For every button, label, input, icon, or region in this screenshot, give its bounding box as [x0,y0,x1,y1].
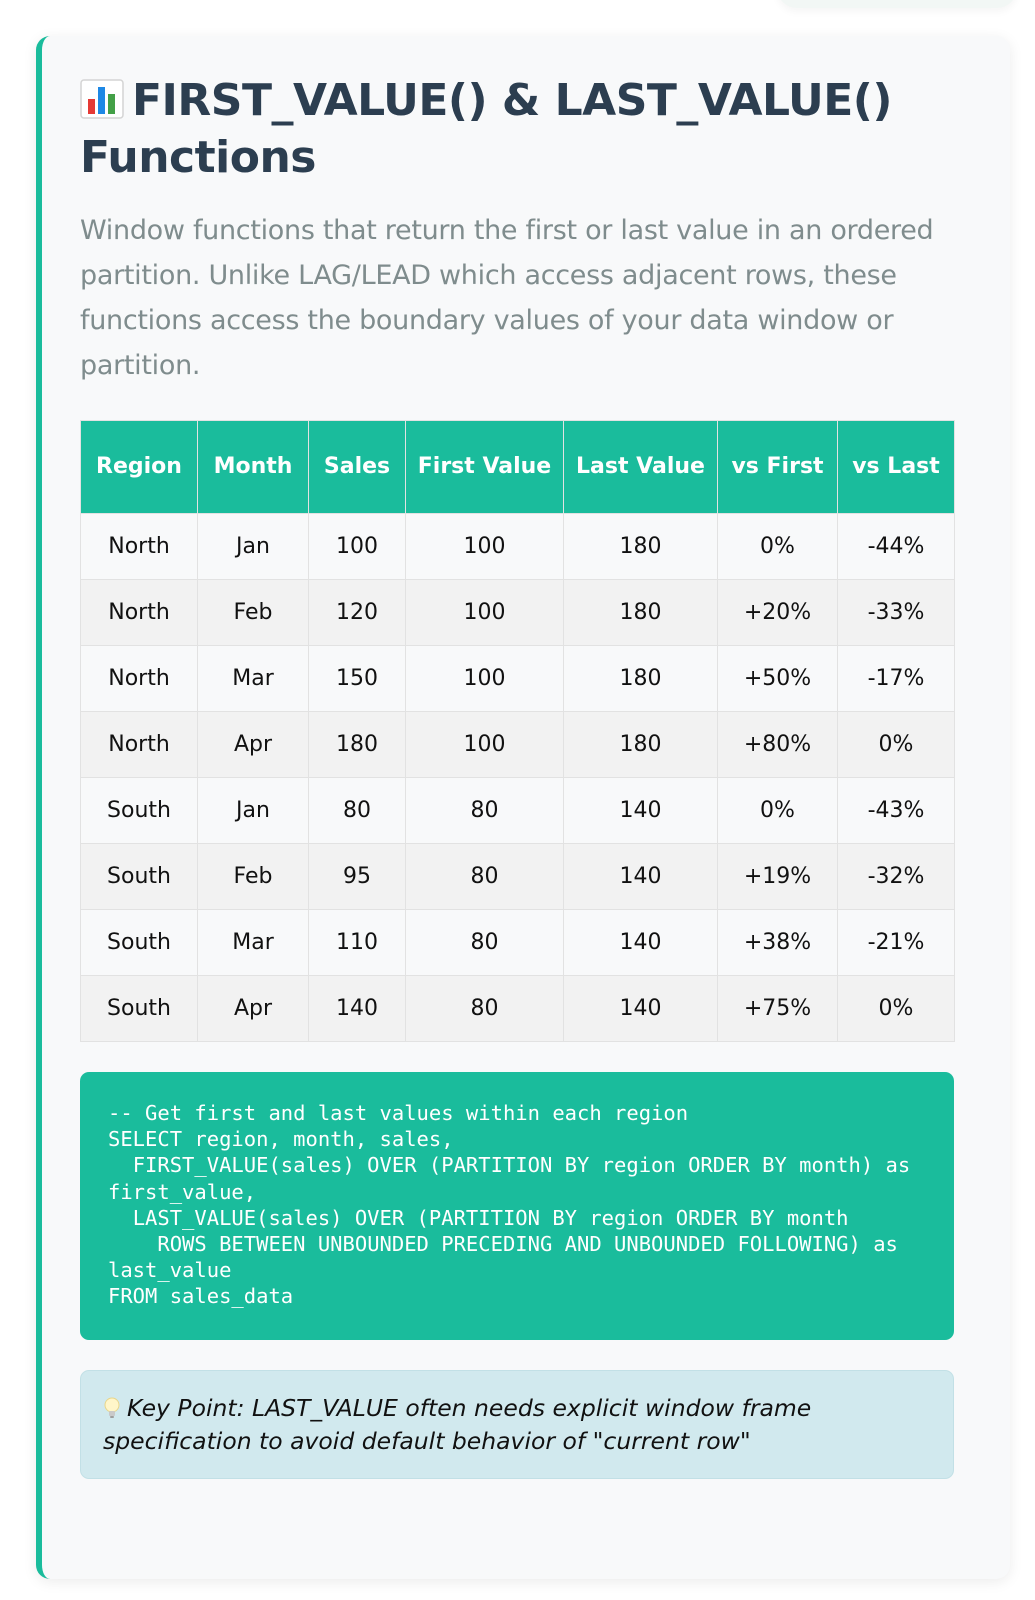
table-cell: North [81,580,198,646]
table-row [81,910,955,976]
table-cell: -32% [838,844,955,910]
page-title-text: FIRST_VALUE() & LAST_VALUE() Functions [80,75,892,183]
code-line: ROWS BETWEEN UNBOUNDED PRECEDING AND UNBOUNDED FOLLOWING) as last_value [108,1232,911,1283]
key-point-callout [80,1370,954,1479]
table-cell: +50% [718,646,838,712]
table-cell: North [81,514,198,580]
table-body [81,514,955,1042]
table-cell: Feb [198,580,309,646]
table-cell: Mar [198,646,309,712]
table-cell: +20% [718,580,838,646]
table-cell: 100 [406,712,564,778]
column-header: Sales [309,421,406,514]
table-cell: South [81,976,198,1042]
column-header: Region [81,421,198,514]
table-cell: Jan [198,778,309,844]
table-cell: 180 [309,712,406,778]
table-row [81,976,955,1042]
table-row [81,514,955,580]
table-cell: -21% [838,910,955,976]
table-cell: 100 [406,646,564,712]
table-row [81,646,955,712]
column-header: vs First [718,421,838,514]
table-cell: 140 [564,844,718,910]
table-cell: 100 [406,514,564,580]
page-description: Window functions that return the first or last value in an ordered partition. Unlike LAG/LEAD which access adjacent rows, these functions access the boundary values of your data window or partition. [80,215,934,381]
table-cell: South [81,844,198,910]
bar-chart-icon [80,79,124,119]
table-cell: +19% [718,844,838,910]
table-cell: +75% [718,976,838,1042]
table-cell: 180 [564,712,718,778]
table-cell: 140 [564,778,718,844]
code-line: FIRST_VALUE(sales) OVER (PARTITION BY region ORDER BY month) as first_value, [108,1153,923,1204]
table-cell: 180 [564,514,718,580]
table-cell: -17% [838,646,955,712]
table-cell: 180 [564,646,718,712]
table-cell: 0% [718,514,838,580]
table-header-row [81,421,955,514]
table-cell: 140 [564,910,718,976]
code-line: FROM sales_data [108,1284,294,1309]
key-point-text: Key Point: LAST_VALUE often needs explicit window frame specification to avoid default behavior of "current row" [103,1393,812,1455]
table-cell: 120 [309,580,406,646]
table-cell: -33% [838,580,955,646]
table-cell: 140 [564,976,718,1042]
table-row [81,580,955,646]
table-cell: Apr [198,976,309,1042]
table-cell: +80% [718,712,838,778]
table-cell: 80 [406,844,564,910]
table-cell: 140 [309,976,406,1042]
table-cell: South [81,910,198,976]
table-cell: -44% [838,514,955,580]
column-header: vs Last [838,421,955,514]
code-line: SELECT region, month, sales, [108,1127,454,1152]
sql-code-block [80,1072,954,1340]
table-cell: Feb [198,844,309,910]
table-cell: North [81,712,198,778]
table-cell: 95 [309,844,406,910]
column-header: Last Value [564,421,718,514]
table-row [81,844,955,910]
table-cell: 80 [406,976,564,1042]
table-cell: Jan [198,514,309,580]
table-cell: 110 [309,910,406,976]
table-cell: 100 [406,580,564,646]
content-card [36,36,1010,1579]
table-cell: 0% [838,976,955,1042]
table-cell: Apr [198,712,309,778]
code-line: LAST_VALUE(sales) OVER (PARTITION BY region ORDER BY month [108,1205,849,1230]
sales-table [80,420,955,1042]
table-cell: South [81,778,198,844]
column-header: First Value [406,421,564,514]
code-line: -- Get first and last values within each region [108,1101,689,1125]
table-cell: Mar [198,910,309,976]
table-cell: North [81,646,198,712]
table-cell: 180 [564,580,718,646]
table-cell: -43% [838,778,955,844]
table-cell: 150 [309,646,406,712]
table-cell: 0% [838,712,955,778]
table-cell: 80 [406,910,564,976]
decorative-top-shape [777,0,1017,8]
lightbulb-icon [103,1397,121,1419]
table-cell: 80 [406,778,564,844]
table-cell: 0% [718,778,838,844]
table-row [81,778,955,844]
table-row [81,712,955,778]
table-cell: 80 [309,778,406,844]
column-header: Month [198,421,309,514]
table-cell: 100 [309,514,406,580]
table-cell: +38% [718,910,838,976]
page-title [80,72,972,186]
